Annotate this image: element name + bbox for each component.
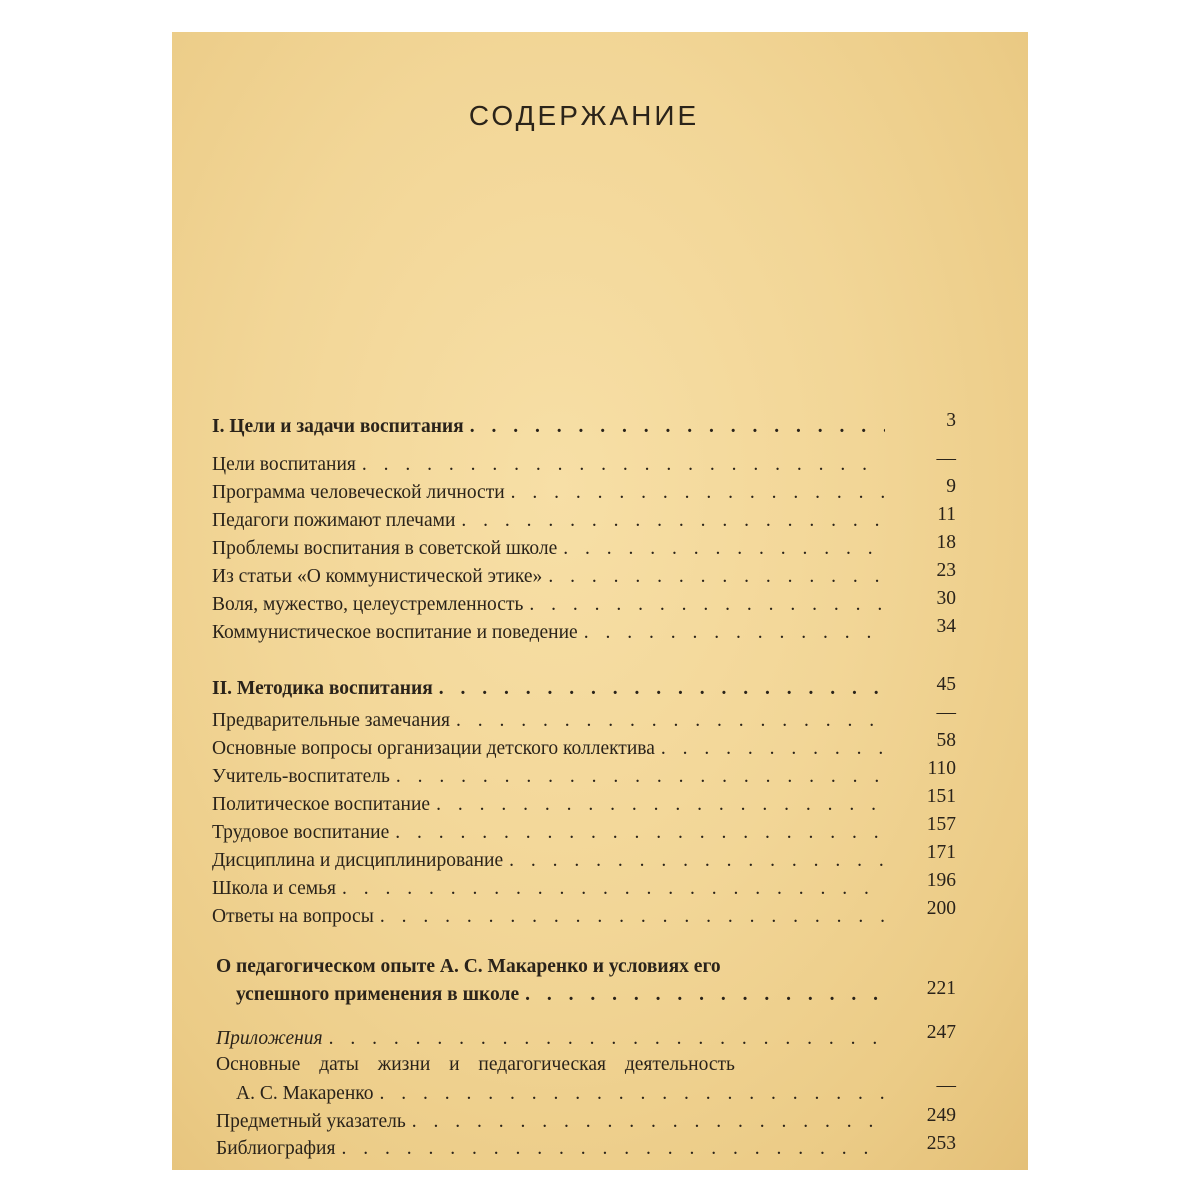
toc-entry-page: 58 [936,730,956,751]
toc-appendix-heading[interactable]: Приложения . . . [216,1027,885,1051]
toc-entry[interactable]: Школа и семья . . . [212,877,885,901]
toc-entry[interactable]: Проблемы воспитания в советской школе . . . [212,537,885,561]
toc-entry-page: 23 [936,560,956,581]
toc-entry[interactable]: Учитель-воспитатель . . . [212,765,885,789]
toc-entry-page: 151 [926,786,956,807]
toc-entry[interactable]: Цели воспитания . . . [212,453,885,477]
toc-entry-page: 200 [926,898,956,919]
toc-entry[interactable]: Основные вопросы организации детского коллектива . . . [212,737,885,761]
toc-section-1-page: 3 [946,410,956,431]
toc-essay-line-1[interactable]: О педагогическом опыте А. С. Макаренко и условиях его [216,956,721,977]
toc-entry-page: 9 [946,476,956,497]
toc-entry[interactable]: Коммунистическое воспитание и поведение . . . [212,621,885,645]
toc-index[interactable]: Предметный указатель . . . [216,1110,885,1134]
toc-entry-page: 196 [926,870,956,891]
toc-entry[interactable]: Предварительные замечания . . . [212,709,885,733]
toc-entry-page: 34 [936,616,956,637]
toc-entry-page: 110 [927,758,956,779]
toc-entry[interactable]: Педагоги пожимают плечами . . . [212,509,885,533]
toc-entry-page: — [936,702,956,723]
toc-index-page: 249 [926,1105,956,1126]
toc-essay-page: 221 [926,978,956,999]
toc-entry[interactable]: Трудовое воспитание . . . [212,821,885,845]
toc-section-1[interactable]: I. Цели и задачи воспитания . . . [212,415,885,439]
toc-section-2[interactable]: II. Методика воспитания . . . [212,677,885,701]
toc-essay-line-2[interactable]: успешного применения в школе . . . [236,983,885,1007]
toc-entry[interactable]: Воля, мужество, целеустремленность . . . [212,593,885,617]
page-title: СОДЕРЖАНИЕ [468,100,700,131]
toc-entry[interactable]: Дисциплина и дисциплинирование . . . [212,849,885,873]
toc-entry[interactable]: Из статьи «О коммунистической этике» . . . [212,565,885,589]
toc-entry[interactable]: Программа человеческой личности . . . [212,481,885,505]
toc-dates-line-1[interactable]: Основные даты жизни и педагогическая деятельность [216,1054,735,1075]
toc-entry-page: 171 [926,842,956,863]
toc-entry-page: 157 [926,814,956,835]
toc-dates-page: — [936,1075,956,1096]
toc-entry[interactable]: Политическое воспитание . . . [212,793,885,817]
toc-bibliography[interactable]: Библиография . . . [216,1137,885,1161]
toc-appendix-page: 247 [926,1022,956,1043]
book-page [172,32,1028,1170]
toc-bibliography-page: 253 [926,1133,956,1154]
toc-entry[interactable]: Ответы на вопросы . . . [212,905,885,929]
toc-entry-page: 30 [936,588,956,609]
toc-entry-page: — [936,448,956,469]
toc-dates-line-2[interactable]: А. С. Макаренко . . . [236,1082,885,1106]
toc-section-2-page: 45 [936,674,956,695]
toc-entry-page: 11 [937,504,956,525]
toc-entry-page: 18 [936,532,956,553]
